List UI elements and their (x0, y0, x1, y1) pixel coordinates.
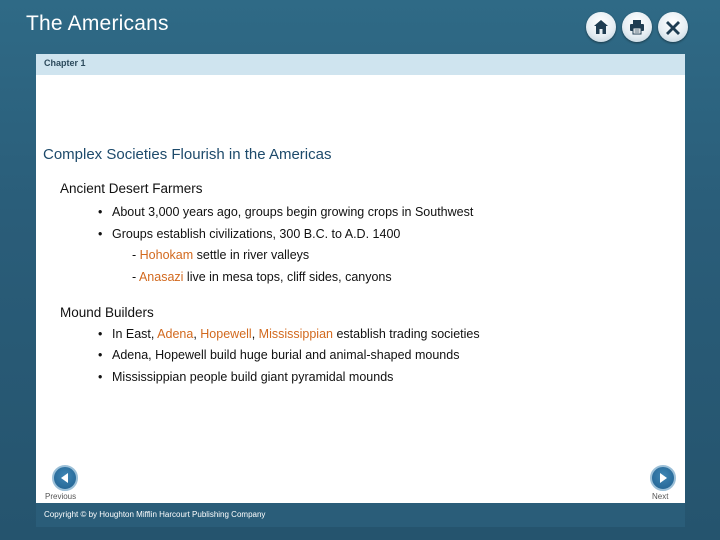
highlight-term: Adena (157, 327, 194, 341)
print-button[interactable] (622, 12, 652, 42)
bullet-text: In East, (112, 327, 158, 341)
sub-text: settle in river valleys (193, 248, 310, 262)
previous-button[interactable] (52, 465, 78, 491)
chapter-label: Chapter 1 (44, 58, 86, 68)
home-button[interactable] (586, 12, 616, 42)
close-button[interactable] (658, 12, 688, 42)
next-label[interactable]: Next (652, 492, 669, 501)
bullet-dot: • (98, 327, 103, 341)
bullet-item (98, 205, 473, 219)
bullet-text: , (193, 327, 201, 341)
bullet-text: Adena, Hopewell build huge burial and animal-shaped mounds (112, 348, 460, 362)
bullet-dot: • (98, 205, 103, 219)
bullet-item (98, 227, 400, 241)
bullet-item (98, 370, 393, 384)
slide-content (36, 75, 685, 503)
bullet-dot: • (98, 348, 103, 362)
app-title: The Americans (26, 12, 169, 35)
arrow-right-icon (657, 472, 669, 484)
sub-item (132, 270, 392, 284)
bullet-text: establish trading societies (333, 327, 480, 341)
bullet-text: About 3,000 years ago, groups begin growing crops in Southwest (112, 205, 474, 219)
bullet-text: Mississippian people build giant pyramidal mounds (112, 370, 394, 384)
bullet-dot: • (98, 370, 103, 384)
bullet-item (98, 348, 459, 362)
top-toolbar (586, 12, 688, 42)
highlight-term: Hohokam (139, 248, 194, 262)
section-heading: Ancient Desert Farmers (60, 181, 203, 196)
section-heading: Mound Builders (60, 305, 154, 320)
slide-title: Complex Societies Flourish in the Americas (43, 146, 332, 163)
highlight-term: Anasazi (138, 270, 184, 284)
sub-dash: - (132, 248, 140, 262)
close-icon (664, 18, 682, 36)
bullet-item (98, 327, 480, 341)
arrow-left-icon (59, 472, 71, 484)
sub-text: live in mesa tops, cliff sides, canyons (183, 270, 392, 284)
highlight-term: Hopewell (200, 327, 252, 341)
print-icon (628, 18, 646, 36)
previous-label[interactable]: Previous (45, 492, 77, 501)
sub-item (132, 248, 309, 262)
home-icon (592, 18, 610, 36)
footer-bar (36, 503, 685, 527)
bullet-text: Groups establish civilizations, 300 B.C. to A.D. 1400 (112, 227, 401, 241)
copyright-text: Copyright © by Houghton Mifflin Harcourt Publishing Company (44, 510, 266, 519)
bullet-text: , (251, 327, 259, 341)
bullet-dot: • (98, 227, 103, 241)
sub-dash: - (132, 270, 139, 284)
highlight-term: Mississippian (258, 327, 333, 341)
next-button[interactable] (650, 465, 676, 491)
chapter-bar (36, 54, 685, 75)
